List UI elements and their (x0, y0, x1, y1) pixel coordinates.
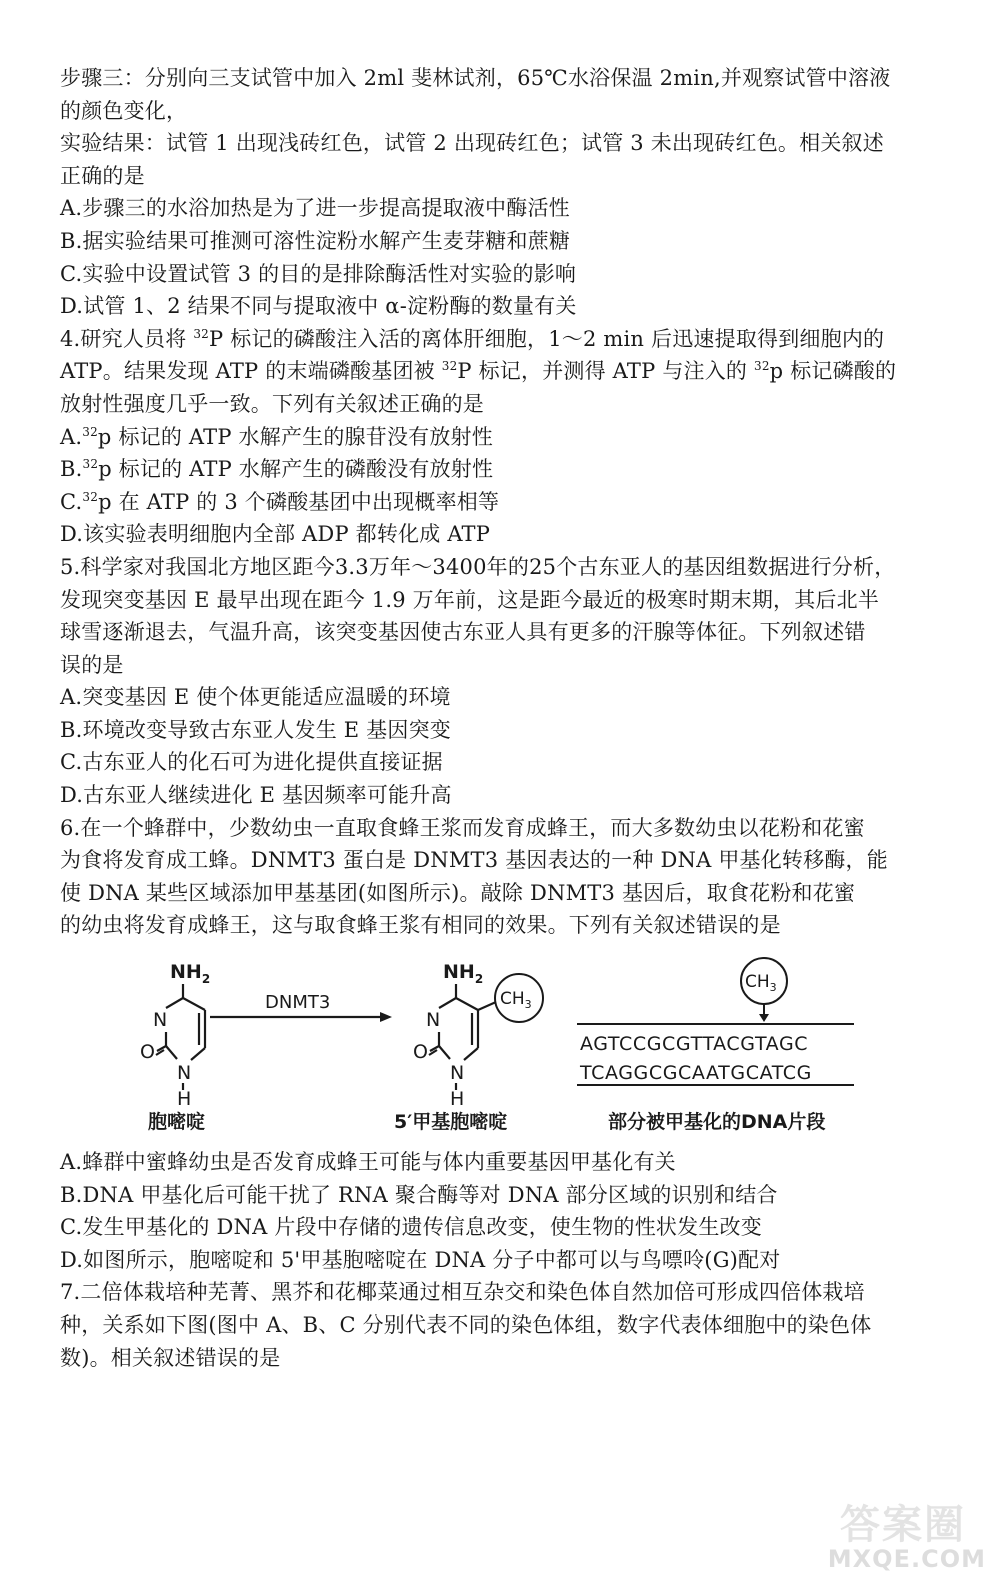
dna-fragment (577, 958, 854, 1085)
methylcytosine-h-label: H (450, 1088, 465, 1111)
dnmt3-label: DNMT3 (265, 992, 331, 1014)
q3-result-line1: 实验结果：试管 1 出现浅砖红色，试管 2 出现砖红色；试管 3 未出现砖红色。相关叙述 (60, 131, 884, 156)
q4-stem-line2: ATP。结果发现 ATP 的末端磷酸基团被 $^{32}$P 标记，并测得 ATP 与注入的 $^{32}$p 标记磷酸的 (60, 359, 897, 384)
methylcytosine-n3-label: N (426, 1009, 441, 1032)
q4-option-c: C.$^{32}$p 在 ATP 的 3 个磷酸基团中出现概率相等 (60, 489, 500, 514)
q5-stem-line1: 5.科学家对我国北方地区距今3.3万年～3400年的25个古东亚人的基因组数据进行分析， (60, 554, 896, 579)
dna-bottom-strand: TCAGGCGCAATGCATCG (580, 1062, 812, 1085)
exam-page (60, 62, 940, 1374)
q5-option-c: C.古东亚人的化石可为进化提供直接证据 (60, 750, 443, 775)
cytosine-o-label: O (140, 1041, 155, 1064)
q3-result-line2: 正确的是 (60, 163, 145, 188)
q4-option-a: A.$^{32}$p 标记的 ATP 水解产生的腺苷没有放射性 (60, 424, 493, 449)
q5-option-b: B.环境改变导致古东亚人发生 E 基因突变 (60, 717, 451, 742)
cytosine-n3-label: N (153, 1009, 168, 1032)
q4-stem-line3: 放射性强度几乎一致。下列有关叙述正确的是 (60, 391, 484, 416)
watermark-url: MXQE.COM (827, 1545, 986, 1573)
q3-option-a: A.步骤三的水浴加热是为了进一步提高提取液中酶活性 (60, 196, 570, 221)
dna-methyl-label: $CH_3$ (745, 972, 777, 995)
q4-stem-line1: 4.研究人员将 $^{32}$P 标记的磷酸注入活的离体肝细胞，1～2 min 后迅速提取得到细胞内的 (60, 326, 885, 351)
caption-dna-fragment: 部分被甲基化的DNA片段 (608, 1111, 826, 1134)
q6-option-c: C.发生甲基化的 DNA 片段中存储的遗传信息改变，使生物的性状发生改变 (60, 1215, 762, 1240)
q6-option-d: D.如图所示，胞嘧啶和 5'甲基胞嘧啶在 DNA 分子中都可以与鸟嘌呤(G)配对 (60, 1247, 781, 1272)
q7-stem-line1: 7.二倍体栽培种芜菁、黑芥和花椰菜通过相互杂交和染色体自然加倍可形成四倍体栽培 (60, 1280, 865, 1305)
watermark-logo-text: 答案圈 (840, 1502, 966, 1548)
site-watermark (824, 1491, 994, 1577)
q6-stem-line2: 为食将发育成工蜂。DNMT3 蛋白是 DNMT3 基因表达的一种 DNA 甲基化转移酶，能 (60, 848, 888, 873)
methyl-label: $CH_3$ (500, 989, 532, 1012)
caption-cytosine: 胞嘧啶 (148, 1111, 206, 1134)
q5-stem-line4: 误的是 (60, 652, 124, 677)
methylcytosine-o-label: O (413, 1041, 428, 1064)
q5-stem-line3: 球雪逐渐退去，气温升高，该突变基因使古东亚人具有更多的汗腺等体征。下列叙述错 (60, 620, 866, 645)
q3-step3-line1: 步骤三：分别向三支试管中加入 2ml 斐林试剂，65℃水浴保温 2min,并观察试管中溶液 (60, 66, 891, 90)
q5-option-d: D.古东亚人继续进化 E 基因频率可能升高 (60, 783, 452, 808)
q6-option-a: A.蜂群中蜜蜂幼虫是否发育成蜂王可能与体内重要基因甲基化有关 (60, 1150, 676, 1175)
q7-stem-line2: 种，关系如下图(图中 A、B、C 分别代表不同的染色体组，数字代表体细胞中的染色体 (60, 1313, 872, 1337)
q6-stem-line1: 6.在一个蜂群中，少数幼虫一直取食蜂王浆而发育成蜂王，而大多数幼虫以花粉和花蜜 (60, 815, 865, 840)
cytosine-n1-label: N (177, 1062, 192, 1085)
cytosine-h-label: H (177, 1088, 192, 1111)
q3-option-c: C.实验中设置试管 3 的目的是排除酶活性对实验的影响 (60, 261, 577, 286)
dnmt3-arrow (210, 992, 392, 1022)
q3-step3-line2: 的颜色变化， (60, 98, 188, 123)
q6-stem-line3: 使 DNA 某些区域添加甲基基团(如图所示)。敲除 DNMT3 基因后，取食花粉和花蜜 (60, 880, 856, 905)
caption-methylcytosine: 5′甲基胞嘧啶 (394, 1111, 508, 1134)
q4-option-b: B.$^{32}$p 标记的 ATP 水解产生的磷酸没有放射性 (60, 457, 494, 482)
methylation-diagram (60, 956, 940, 1138)
methylation-figure (60, 956, 940, 1138)
q3-option-d: D.试管 1、2 结果不同与提取液中 α-淀粉酶的数量有关 (60, 294, 577, 319)
q6-option-b: B.DNA 甲基化后可能干扰了 RNA 聚合酶等对 DNA 部分区域的识别和结合 (60, 1182, 778, 1207)
cytosine-nh2-label: $NH_2$ (170, 961, 211, 987)
methylcytosine-nh2-label: $NH_2$ (443, 961, 484, 987)
methyl-group-circle (495, 974, 543, 1022)
q5-option-a: A.突变基因 E 使个体更能适应温暖的环境 (60, 685, 451, 710)
dna-top-strand: AGTCCGCGTTACGTAGC (580, 1033, 809, 1056)
q6-stem-line4: 的幼虫将发育成蜂王，这与取食蜂王浆有相同的效果。下列有关叙述错误的是 (60, 913, 781, 938)
q3-option-b: B.据实验结果可推测可溶性淀粉水解产生麦芽糖和蔗糖 (60, 228, 571, 253)
q7-stem-line3: 数)。相关叙述错误的是 (60, 1345, 281, 1370)
q5-stem-line2: 发现突变基因 E 最早出现在距今 1.9 万年前，这是距今最近的极寒时期末期，其后北半 (60, 587, 880, 612)
methylcytosine-n1-label: N (450, 1062, 465, 1085)
q4-option-d: D.该实验表明细胞内全部 ADP 都转化成 ATP (60, 522, 491, 547)
